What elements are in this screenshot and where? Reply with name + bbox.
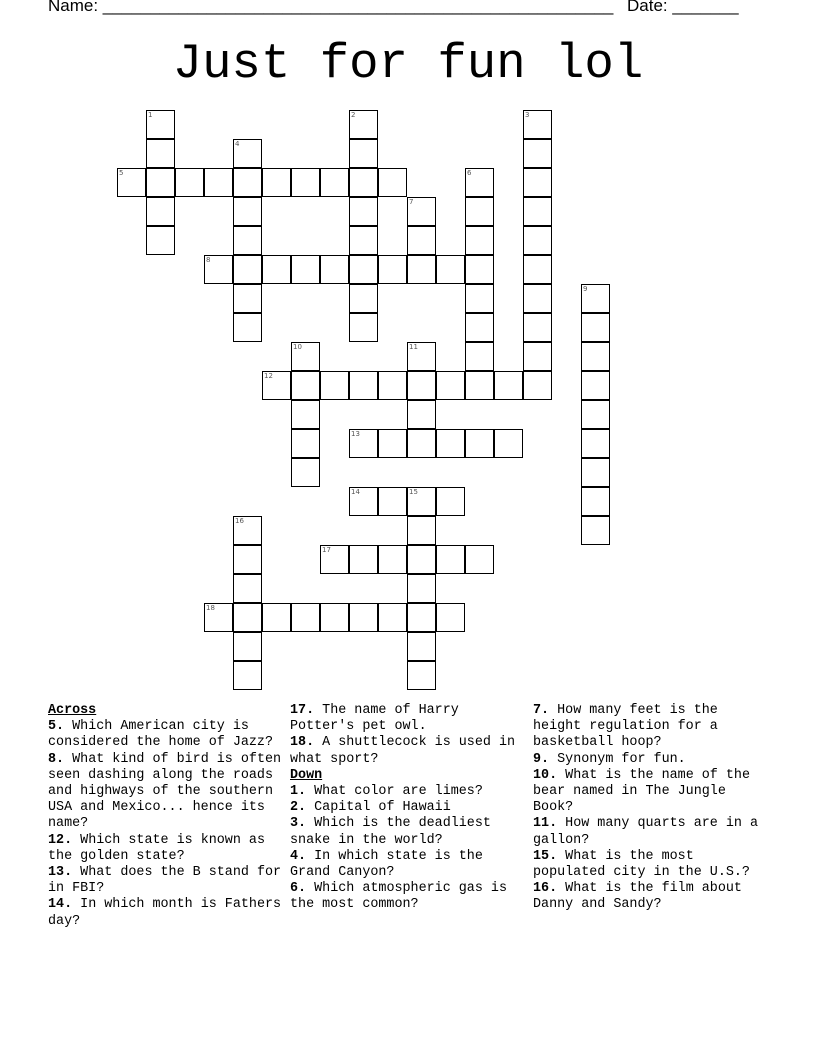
grid-cell[interactable] <box>465 255 494 284</box>
grid-cell[interactable] <box>233 632 262 661</box>
grid-cell[interactable] <box>581 284 610 313</box>
grid-cell[interactable] <box>349 255 378 284</box>
grid-cell[interactable] <box>378 487 407 516</box>
grid-cell[interactable] <box>465 226 494 255</box>
grid-cell[interactable] <box>233 284 262 313</box>
grid-cell[interactable] <box>349 545 378 574</box>
grid-cell[interactable] <box>378 168 407 197</box>
grid-cell[interactable] <box>581 313 610 342</box>
grid-cell[interactable] <box>204 255 233 284</box>
grid-cell[interactable] <box>581 487 610 516</box>
grid-cell[interactable] <box>349 197 378 226</box>
name-field: Name: ______________________________________________________ <box>48 0 614 15</box>
grid-cell[interactable] <box>407 545 436 574</box>
clue-down-11: 11. How many quarts are in a gallon? <box>533 816 759 848</box>
clue-down-4: 4. In which state is the Grand Canyon? <box>290 848 483 881</box>
grid-cell[interactable] <box>523 226 552 255</box>
grid-cell[interactable] <box>407 342 436 371</box>
grid-cell[interactable] <box>146 110 175 139</box>
cell-number: 5 <box>119 169 124 177</box>
cell-number: 9 <box>583 285 588 293</box>
grid-cell[interactable] <box>291 429 320 458</box>
grid-cell[interactable] <box>117 168 146 197</box>
grid-cell[interactable] <box>523 371 552 400</box>
grid-cell[interactable] <box>523 110 552 139</box>
grid-cell[interactable] <box>436 429 465 458</box>
grid-cell[interactable] <box>204 168 233 197</box>
grid-cell[interactable] <box>291 255 320 284</box>
clue-down-7: 7. How many feet is the height regulation for a basketball hoop? <box>533 703 718 751</box>
grid-cell[interactable] <box>407 487 436 516</box>
grid-cell[interactable] <box>291 458 320 487</box>
grid-cell[interactable] <box>465 545 494 574</box>
date-field: Date: _______ <box>627 0 739 15</box>
cell-number: 15 <box>409 488 418 496</box>
across-heading: Across <box>48 703 97 718</box>
clue-across-5: 5. Which American city is considered the home of Jazz? <box>48 719 273 751</box>
grid-cell[interactable] <box>407 197 436 226</box>
grid-cell[interactable] <box>349 371 378 400</box>
grid-cell[interactable] <box>523 197 552 226</box>
cell-number: 1 <box>148 111 153 119</box>
grid-cell[interactable] <box>378 371 407 400</box>
grid-cell[interactable] <box>349 110 378 139</box>
grid-cell[interactable] <box>320 255 349 284</box>
grid-cell[interactable] <box>523 139 552 168</box>
grid-cell[interactable] <box>407 255 436 284</box>
grid-cell[interactable] <box>349 139 378 168</box>
grid-cell[interactable] <box>262 371 291 400</box>
puzzle-title: Just for fun lol <box>172 36 644 92</box>
grid-cell[interactable] <box>175 168 204 197</box>
clue-down-16: 16. What is the film about Danny and Sandy? <box>533 881 742 913</box>
grid-cell[interactable] <box>436 545 465 574</box>
grid-cell[interactable] <box>581 400 610 429</box>
grid-cell[interactable] <box>465 284 494 313</box>
cell-number: 14 <box>351 488 360 496</box>
grid-cell[interactable] <box>581 516 610 545</box>
grid-cell[interactable] <box>407 516 436 545</box>
clue-across-13: 13. What does the B stand for in FBI? <box>48 865 282 897</box>
grid-cell[interactable] <box>233 139 262 168</box>
grid-cell[interactable] <box>407 632 436 661</box>
grid-cell[interactable] <box>291 371 320 400</box>
grid-cell[interactable] <box>378 429 407 458</box>
grid-cell[interactable] <box>349 284 378 313</box>
grid-cell[interactable] <box>581 429 610 458</box>
grid-cell[interactable] <box>465 342 494 371</box>
clue-down-15: 15. What is the most populated city in the U.S.? <box>533 848 750 881</box>
grid-cell[interactable] <box>523 284 552 313</box>
clue-down-3: 3. Which is the deadliest snake in the world? <box>290 816 491 848</box>
clue-down-2: 2. Capital of Hawaii <box>290 800 451 816</box>
grid-cell[interactable] <box>581 342 610 371</box>
grid-cell[interactable] <box>320 168 349 197</box>
grid-cell[interactable] <box>407 400 436 429</box>
cell-number: 4 <box>235 140 240 148</box>
grid-cell[interactable] <box>204 603 233 632</box>
grid-cell[interactable] <box>233 516 262 545</box>
grid-cell[interactable] <box>262 168 291 197</box>
grid-cell[interactable] <box>146 139 175 168</box>
clue-across-17: 17. The name of Harry Potter's pet owl. <box>290 703 459 735</box>
grid-cell[interactable] <box>291 603 320 632</box>
grid-cell[interactable] <box>407 371 436 400</box>
cell-number: 17 <box>322 546 331 554</box>
grid-cell[interactable] <box>349 429 378 458</box>
grid-cell[interactable] <box>436 603 465 632</box>
cell-number: 10 <box>293 343 302 351</box>
grid-cell[interactable] <box>436 487 465 516</box>
clue-across-12: 12. Which state is known as the golden state? <box>48 832 265 864</box>
grid-cell[interactable] <box>320 545 349 574</box>
clue-down-6: 6. Which atmospheric gas is the most common? <box>290 881 507 913</box>
grid-cell[interactable] <box>349 226 378 255</box>
grid-cell[interactable] <box>291 342 320 371</box>
grid-cell[interactable] <box>378 255 407 284</box>
cell-number: 16 <box>235 517 244 525</box>
clue-across-8: 8. What kind of bird is often seen dashing along the roads and highways of the southern USA and Mexico... hence its name? <box>48 751 282 832</box>
grid-cell[interactable] <box>523 168 552 197</box>
grid-cell[interactable] <box>407 661 436 690</box>
grid-cell[interactable] <box>349 487 378 516</box>
grid-cell[interactable] <box>233 168 262 197</box>
grid-cell[interactable] <box>291 168 320 197</box>
grid-cell[interactable] <box>233 603 262 632</box>
grid-cell[interactable] <box>436 255 465 284</box>
grid-cell[interactable] <box>233 197 262 226</box>
clues-column-3 <box>533 703 773 914</box>
grid-cell[interactable] <box>233 574 262 603</box>
grid-cell[interactable] <box>523 255 552 284</box>
grid-cell[interactable] <box>407 603 436 632</box>
cell-number: 7 <box>409 198 414 206</box>
grid-cell[interactable] <box>262 255 291 284</box>
clue-down-1: 1. What color are limes? <box>290 784 483 800</box>
grid-cell[interactable] <box>465 371 494 400</box>
grid-cell[interactable] <box>436 371 465 400</box>
cell-number: 3 <box>525 111 530 119</box>
cell-number: 18 <box>206 604 215 612</box>
grid-cell[interactable] <box>523 342 552 371</box>
grid-cell[interactable] <box>291 400 320 429</box>
grid-cell[interactable] <box>146 168 175 197</box>
grid-cell[interactable] <box>349 603 378 632</box>
grid-cell[interactable] <box>320 371 349 400</box>
grid-cell[interactable] <box>349 168 378 197</box>
grid-cell[interactable] <box>465 429 494 458</box>
clue-down-9: 9. Synonym for fun. <box>533 751 686 767</box>
grid-cell[interactable] <box>465 168 494 197</box>
grid-cell[interactable] <box>465 313 494 342</box>
grid-cell[interactable] <box>349 313 378 342</box>
cell-number: 8 <box>206 256 211 264</box>
clues-column-1 <box>48 703 288 930</box>
clue-across-14: 14. In which month is Fathers day? <box>48 897 282 929</box>
grid-cell[interactable] <box>146 197 175 226</box>
clue-across-18: 18. A shuttlecock is used in what sport? <box>290 735 516 767</box>
down-heading: Down <box>290 767 323 783</box>
grid-cell[interactable] <box>233 661 262 690</box>
cell-number: 6 <box>467 169 472 177</box>
grid-cell[interactable] <box>262 603 291 632</box>
grid-cell[interactable] <box>407 574 436 603</box>
cell-number: 11 <box>409 343 418 351</box>
clues-column-2 <box>290 703 530 914</box>
grid-cell[interactable] <box>465 197 494 226</box>
grid-cell[interactable] <box>407 429 436 458</box>
grid-cell[interactable] <box>494 371 523 400</box>
cell-number: 2 <box>351 111 356 119</box>
grid-cell[interactable] <box>581 458 610 487</box>
grid-cell[interactable] <box>233 545 262 574</box>
grid-cell[interactable] <box>320 603 349 632</box>
grid-cell[interactable] <box>233 255 262 284</box>
grid-cell[interactable] <box>233 313 262 342</box>
clue-down-10: 10. What is the name of the bear named in The Jungle Book? <box>533 767 750 816</box>
grid-cell[interactable] <box>523 313 552 342</box>
grid-cell[interactable] <box>407 226 436 255</box>
grid-cell[interactable] <box>146 226 175 255</box>
grid-cell[interactable] <box>233 226 262 255</box>
cell-number: 12 <box>264 372 273 380</box>
grid-cell[interactable] <box>378 603 407 632</box>
cell-number: 13 <box>351 430 360 438</box>
grid-cell[interactable] <box>378 545 407 574</box>
grid-cell[interactable] <box>494 429 523 458</box>
grid-cell[interactable] <box>581 371 610 400</box>
